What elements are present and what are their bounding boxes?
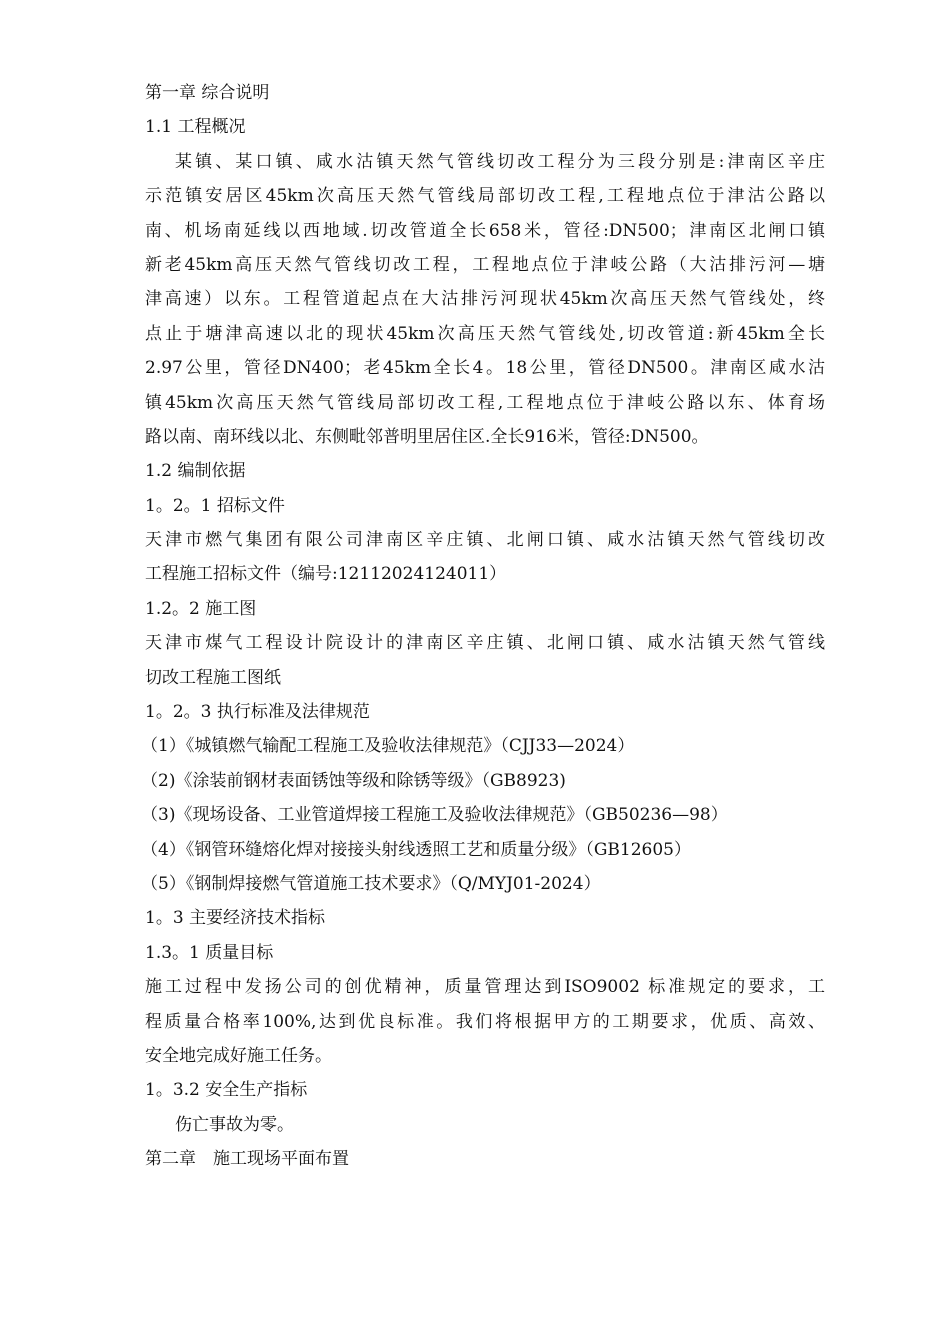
paragraph-line: 新老45km高压天然气管线切改工程，工程地点位于津岐公路（大沽排污河—塘 [145,254,825,275]
safety-target-text: 伤亡事故为零。 [175,1114,294,1135]
chapter-2-heading: 第二章 施工现场平面布置 [145,1149,349,1170]
quality-target-paragraph [145,970,825,1073]
paragraph-line: 施工过程中发扬公司的创优精神，质量管理达到ISO9002 标准规定的要求，工 [145,977,825,998]
paragraph-line: 某镇、某口镇、咸水沽镇天然气管线切改工程分为三段分别是:津南区辛庄 [175,151,825,172]
section-1-3-1-heading: 1.3。1 质量目标 [145,942,274,963]
paragraph-line: 工程施工招标文件（编号:12112024124011） [145,564,507,585]
standard-item: （5）《钢制焊接燃气管道施工技术要求》（Q/MYJ01-2024） [141,873,601,894]
paragraph-line: 安全地完成好施工任务。 [145,1045,332,1066]
standard-item: （4）《钢管环缝熔化焊对接接头射线透照工艺和质量分级》（GB12605） [141,839,691,860]
paragraph-line: 天津市煤气工程设计院设计的津南区辛庄镇、北闸口镇、咸水沽镇天然气管线 [145,633,825,654]
paragraph-line: 示范镇安居区45km次高压天然气管线局部切改工程,工程地点位于津沽公路以 [145,186,825,207]
section-1-3-heading: 1。3 主要经济技术指标 [145,908,326,929]
section-1-2-heading: 1.2 编制依据 [145,461,246,482]
construction-drawing-paragraph [145,626,825,695]
standard-item: （2)《涂装前钢材表面锈蚀等级和除锈等级》（GB8923) [141,770,566,791]
paragraph-line: 切改工程施工图纸 [145,667,281,688]
section-1-2-3-heading: 1。2。3 执行标准及法律规范 [145,702,370,723]
paragraph-line: 程质量合格率100%,达到优良标准。我们将根据甲方的工期要求，优质、高效、 [145,1011,825,1032]
project-overview-paragraph [145,145,825,455]
paragraph-line: 天津市燃气集团有限公司津南区辛庄镇、北闸口镇、咸水沽镇天然气管线切改 [145,530,825,551]
section-1-1-heading: 1.1 工程概况 [145,117,246,138]
section-1-3-2-heading: 1。3.2 安全生产指标 [145,1080,308,1101]
section-1-2-2-heading: 1.2。2 施工图 [145,598,257,619]
paragraph-line: 南、机场南延线以西地域.切改管道全长658米，管径:DN500；津南区北闸口镇 [145,220,825,241]
paragraph-line: 2.97公里，管径DN400；老45km全长4。18公里，管径DN500。津南区咸水沽 [145,358,825,379]
standards-list [141,729,825,901]
paragraph-line: 津高速）以东。工程管道起点在大沽排污河现状45km次高压天然气管线处，终 [145,289,825,310]
standard-item: （1）《城镇燃气输配工程施工及验收法律规范》（CJJ33—2024） [141,736,635,757]
paragraph-line: 点止于塘津高速以北的现状45km次高压天然气管线处,切改管道:新45km全长 [145,323,825,344]
document-page [141,76,825,1177]
section-1-2-1-heading: 1。2。1 招标文件 [145,495,285,516]
chapter-1-heading: 第一章 综合说明 [145,83,270,103]
paragraph-line: 路以南、南环线以北、东侧毗邻普明里居住区.全长916米，管径:DN500。 [145,426,709,447]
paragraph-line: 镇45km次高压天然气管线局部切改工程,工程地点位于津岐公路以东、体育场 [145,392,825,413]
tender-document-paragraph [145,523,825,592]
standard-item: （3)《现场设备、工业管道焊接工程施工及验收法律规范》（GB50236—98） [141,805,728,826]
